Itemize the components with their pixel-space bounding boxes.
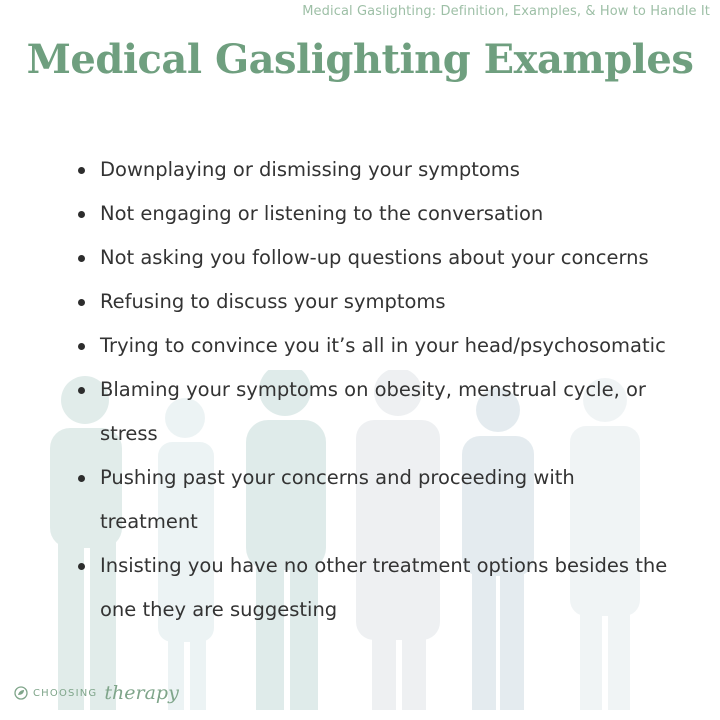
list-item xyxy=(78,456,678,544)
list-item-text: Refusing to discuss your symptoms xyxy=(100,290,446,313)
list-item-text: Blaming your symptoms on obesity, menstrual cycle, or stress xyxy=(100,378,646,445)
list-item-text: Not engaging or listening to the conversation xyxy=(100,202,544,225)
list-item-text: Trying to convince you it’s all in your head/psychosomatic xyxy=(100,334,666,357)
list-item xyxy=(78,148,678,192)
bullet-icon xyxy=(78,563,85,570)
list-item xyxy=(78,280,678,324)
bullet-icon xyxy=(78,475,85,482)
bullet-icon xyxy=(78,255,85,262)
list-item xyxy=(78,236,678,280)
bullet-icon xyxy=(78,299,85,306)
leaf-logo-icon xyxy=(14,686,28,700)
list-item xyxy=(78,324,678,368)
bullet-icon xyxy=(78,167,85,174)
bullet-icon xyxy=(78,211,85,218)
list-item-text: Pushing past your concerns and proceeding with treatment xyxy=(100,466,575,533)
brand-logo xyxy=(14,682,179,704)
list-item xyxy=(78,544,678,632)
list-item xyxy=(78,192,678,236)
bullet-icon xyxy=(78,387,85,394)
list-item-text: Insisting you have no other treatment options besides the one they are suggesting xyxy=(100,554,668,621)
bullet-icon xyxy=(78,343,85,350)
list-item-text: Downplaying or dismissing your symptoms xyxy=(100,158,520,181)
source-line: Medical Gaslighting: Definition, Examples, & How to Handle It xyxy=(302,4,710,19)
logo-text-therapy: therapy xyxy=(104,682,179,704)
page-title: Medical Gaslighting Examples xyxy=(26,36,694,83)
logo-text-choosing: CHOOSING xyxy=(33,687,98,699)
list-item-text: Not asking you follow-up questions about your concerns xyxy=(100,246,649,269)
list-item xyxy=(78,368,678,456)
examples-list xyxy=(78,148,678,632)
